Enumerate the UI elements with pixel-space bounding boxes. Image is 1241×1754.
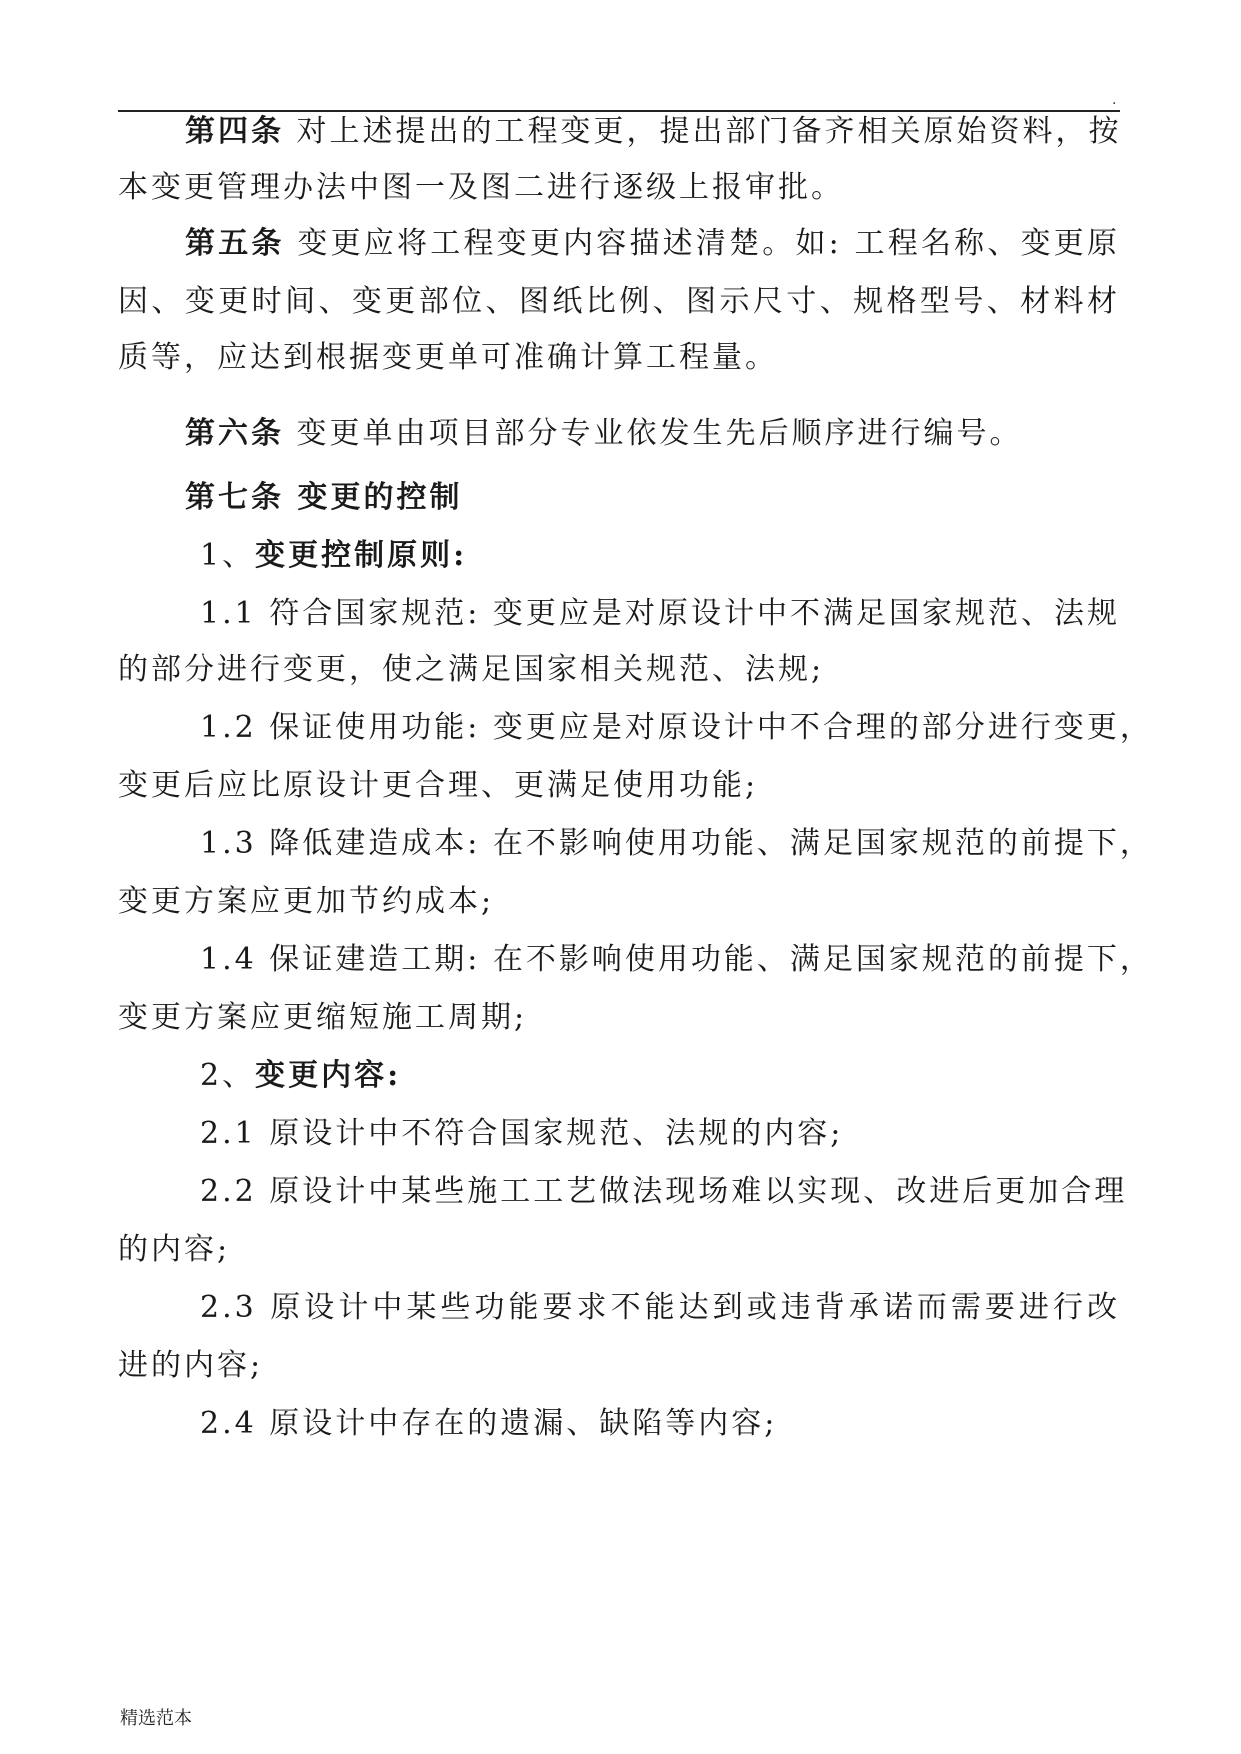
item-1-1-line-2: 的部分进行变更，使之满足国家相关规范、法规;	[118, 652, 825, 687]
item-2-3-line-2: 进的内容;	[118, 1348, 264, 1383]
item-1-4-line-2: 变更方案应更缩短施工周期;	[118, 1000, 528, 1035]
item-1-2-line-2: 变更后应比原设计更合理、更满足使用功能;	[118, 768, 759, 803]
item-1-2-line-1: 1.2 保证使用功能: 变更应是对原设计中不合理的部分进行变更，	[200, 710, 1153, 745]
article-5-label: 第五条	[185, 226, 285, 261]
article-4-line-2: 本变更管理办法中图一及图二进行逐级上报审批。	[118, 170, 844, 205]
article-6-label: 第六条	[185, 416, 284, 451]
article-5-text-1: 变更应将工程变更内容描述清楚。如: 工程名称、变更原	[297, 226, 1120, 261]
article-5-line-2: 因、变更时间、变更部位、图纸比例、图示尺寸、规格型号、材料材	[118, 284, 1120, 319]
article-6-line	[185, 414, 1120, 454]
article-5-line-1	[185, 224, 1120, 264]
item-1-1-line-1: 1.1 符合国家规范: 变更应是对原设计中不满足国家规范、法规	[200, 596, 1120, 631]
section-1-heading	[200, 536, 1120, 576]
article-7-heading	[185, 478, 1120, 518]
article-4-label: 第四条	[185, 114, 284, 149]
article-6-text: 变更单由项目部分专业依发生先后顺序进行编号。	[296, 416, 1023, 451]
item-1-3-line-2: 变更方案应更加节约成本;	[118, 884, 495, 919]
item-1-3-line-1: 1.3 降低建造成本: 在不影响使用功能、满足国家规范的前提下，	[200, 826, 1153, 861]
header-mark: .	[1112, 92, 1117, 108]
article-7-title: 变更的控制	[297, 480, 463, 515]
article-4-text-1: 对上述提出的工程变更，提出部门备齐相关原始资料，按	[296, 114, 1122, 149]
item-2-1-line-1: 2.1 原设计中不符合国家规范、法规的内容;	[200, 1116, 844, 1151]
article-5-line-3: 质等，应达到根据变更单可准确计算工程量。	[118, 340, 778, 375]
item-2-3-line-1: 2.3 原设计中某些功能要求不能达到或违背承诺而需要进行改	[200, 1290, 1120, 1325]
section-2-title: 变更内容:	[255, 1058, 402, 1093]
item-2-4-line-1: 2.4 原设计中存在的遗漏、缺陷等内容;	[200, 1406, 778, 1441]
section-1-number: 1、	[200, 538, 256, 573]
section-2-heading	[200, 1056, 1120, 1096]
item-2-2-line-2: 的内容;	[118, 1232, 231, 1267]
item-1-4-line-1: 1.4 保证建造工期: 在不影响使用功能、满足国家规范的前提下，	[200, 942, 1153, 977]
article-4-line-1	[185, 112, 1120, 152]
footer-text: 精选范本	[120, 1708, 192, 1729]
article-7-label: 第七条	[185, 480, 284, 515]
section-2-number: 2、	[200, 1058, 256, 1093]
section-1-title: 变更控制原则:	[255, 538, 468, 573]
item-2-2-line-1: 2.2 原设计中某些施工工艺做法现场难以实现、改进后更加合理	[200, 1174, 1128, 1209]
